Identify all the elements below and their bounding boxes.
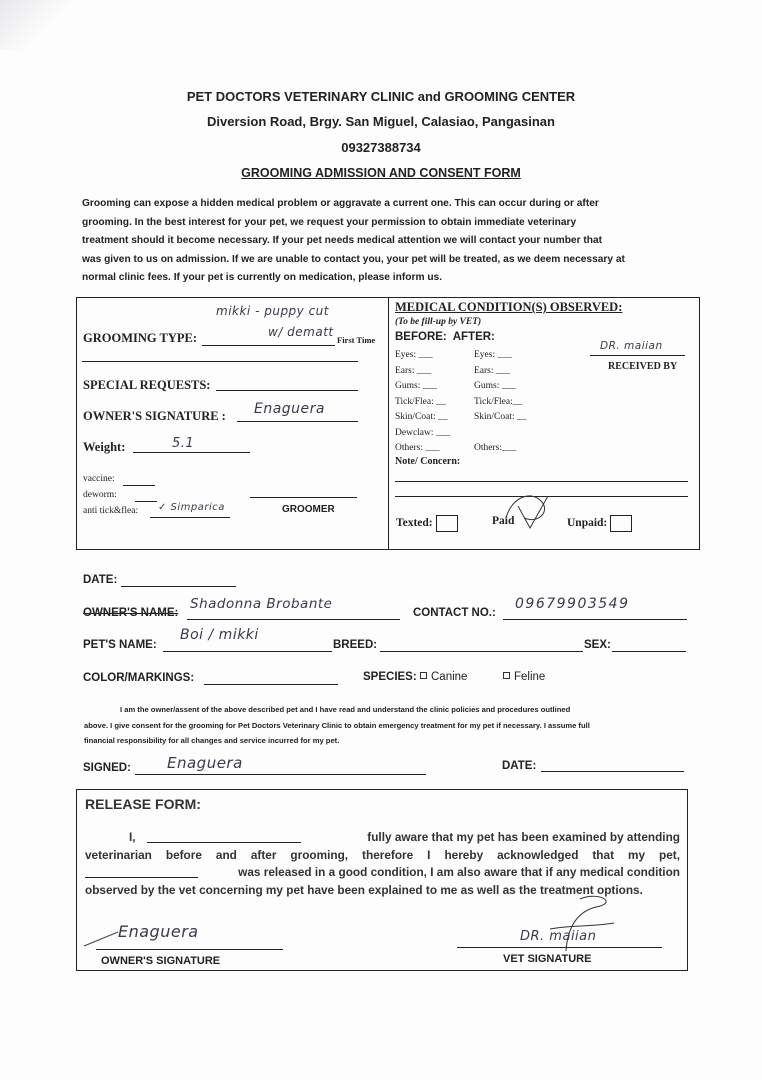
before-ears: Ears: ___ bbox=[395, 365, 432, 376]
consent-line: above. I give consent for the grooming for Pet Doctors Veterinary Clinic to obtain emergency treatment for my pet if necessary. I assume full bbox=[84, 720, 590, 730]
after-ears: Ears: ___ bbox=[474, 365, 511, 376]
owner-signature-field[interactable] bbox=[237, 421, 358, 422]
release-line-3 bbox=[85, 864, 680, 882]
medical-condition-subtitle: (To be fill-up by VET) bbox=[395, 317, 482, 327]
release-line-1-text: fully aware that my pet has been examined by attending bbox=[367, 830, 680, 844]
unpaid-label bbox=[567, 515, 632, 532]
clinic-phone: 09327388734 bbox=[341, 140, 421, 155]
page-corner-fold bbox=[0, 0, 80, 50]
paid-label: Paid bbox=[492, 515, 515, 527]
contact-field[interactable] bbox=[503, 619, 687, 620]
first-time-label: First Time bbox=[337, 335, 376, 345]
after-eyes: Eyes: ___ bbox=[474, 350, 512, 360]
breed-label: BREED: bbox=[333, 639, 378, 651]
note-concern-label: Note/ Concern: bbox=[395, 456, 461, 467]
before-eyes: Eyes: ___ bbox=[395, 350, 433, 360]
grooming-box-divider bbox=[388, 297, 389, 550]
intro-line: was given to us on admission. If we are unable to contact you, your pet will be treated, as we deem necessary at bbox=[82, 253, 625, 265]
weight-label: Weight: bbox=[83, 440, 126, 454]
release-i: I, bbox=[129, 830, 136, 844]
sex-field[interactable] bbox=[612, 651, 686, 652]
vet-signature-flourish bbox=[530, 893, 620, 953]
vaccine-field[interactable] bbox=[123, 485, 155, 486]
release-paragraph bbox=[85, 829, 680, 899]
before-after-header: BEFORE: AFTER: bbox=[395, 331, 495, 343]
canine-option[interactable] bbox=[420, 671, 467, 683]
release-line-2: veterinarian before and after grooming, therefore I hereby acknowledged that my pet, bbox=[85, 847, 680, 862]
consent-paragraph bbox=[84, 702, 689, 749]
clinic-address: Diversion Road, Brgy. San Miguel, Calasiao, Pangasinan bbox=[207, 114, 555, 129]
feline-checkbox[interactable] bbox=[503, 672, 510, 679]
medical-condition-title: MEDICAL CONDITION(S) OBSERVED: bbox=[395, 300, 623, 314]
intro-paragraph bbox=[82, 195, 688, 288]
breed-field[interactable] bbox=[380, 651, 583, 652]
owner-name-field[interactable] bbox=[187, 619, 400, 620]
texted-text: Texted: bbox=[396, 517, 433, 530]
intro-line: normal clinic fees. If your pet is currently on medication, please inform us. bbox=[82, 272, 443, 283]
intro-line: treatment should it become necessary. If your pet needs medical attention we will contact your number that bbox=[82, 235, 603, 246]
paid-check-mark bbox=[498, 488, 558, 538]
groomer-label: GROOMER bbox=[282, 504, 335, 515]
consent-date-field[interactable] bbox=[541, 771, 684, 772]
after-skin-coat: Skin/Coat: __ bbox=[474, 412, 527, 422]
owner-name-value: Shadonna Brobante bbox=[190, 596, 333, 612]
release-owner-signature-label: OWNER'S SIGNATURE bbox=[101, 955, 221, 967]
signed-value: Enaguera bbox=[167, 754, 243, 772]
before-list bbox=[395, 348, 450, 457]
consent-date-label: DATE: bbox=[502, 760, 537, 772]
release-line-3-text: was released in a good condition, I am also aware that if any medical condition bbox=[238, 865, 680, 879]
received-by-label: RECEIVED BY bbox=[608, 361, 678, 372]
release-form-title: RELEASE FORM: bbox=[85, 796, 201, 812]
signed-field[interactable] bbox=[135, 774, 426, 775]
vet-signature-value: DR. maiian bbox=[520, 929, 597, 944]
weight-field[interactable] bbox=[133, 452, 250, 453]
feline-text: Feline bbox=[514, 671, 546, 683]
before-dewclaw: Dewclaw: ___ bbox=[395, 427, 451, 438]
owner-signature-label: OWNER'S SIGNATURE : bbox=[83, 409, 226, 423]
anti-tick-label: anti tick&flea: bbox=[83, 506, 139, 516]
before-others: Others: ___ bbox=[395, 443, 440, 453]
texted-label bbox=[396, 515, 458, 532]
contact-value: 09679903549 bbox=[515, 596, 630, 612]
consent-line: I am the owner/assent of the above described pet and I have read and understand the clinic policies and procedures outlined bbox=[120, 705, 571, 714]
grooming-type-value-2: w/ dematt bbox=[268, 325, 334, 339]
release-owner-blank[interactable] bbox=[147, 842, 301, 843]
vet-signature-field[interactable] bbox=[457, 947, 662, 948]
canine-checkbox[interactable] bbox=[420, 672, 427, 679]
weight-value: 5.1 bbox=[172, 436, 195, 451]
after-tick-flea: Tick/Flea:__ bbox=[474, 396, 523, 407]
species-label: SPECIES: bbox=[363, 671, 417, 683]
form-title: GROOMING ADMISSION AND CONSENT FORM bbox=[241, 166, 521, 180]
canine-text: Canine bbox=[431, 671, 468, 683]
grooming-type-label: GROOMING TYPE: bbox=[83, 331, 198, 345]
intro-line: grooming. In the best interest for your pet, we request your permission to obtain immediate veterinary bbox=[82, 216, 577, 228]
received-by-value: DR. maiian bbox=[600, 340, 663, 352]
before-skin-coat: Skin/Coat: __ bbox=[395, 412, 448, 422]
date-field[interactable] bbox=[121, 586, 236, 587]
consent-line: financial responsibility for all changes and service incurred for my pet. bbox=[84, 736, 340, 745]
color-markings-label: COLOR/MARKINGS: bbox=[83, 672, 195, 684]
before-gums: Gums: ___ bbox=[395, 381, 437, 391]
unpaid-checkbox[interactable] bbox=[610, 515, 632, 532]
clinic-name: PET DOCTORS VETERINARY CLINIC and GROOMING CENTER bbox=[186, 89, 576, 104]
groomer-signature-field[interactable] bbox=[250, 497, 357, 498]
grooming-type-field-2[interactable] bbox=[82, 361, 358, 362]
note-line-1[interactable] bbox=[395, 481, 688, 482]
color-markings-field[interactable] bbox=[204, 684, 338, 685]
anti-tick-value: ✓ Simparica bbox=[158, 502, 225, 513]
vaccine-label: vaccine: bbox=[83, 474, 115, 484]
deworm-label: deworm: bbox=[83, 490, 117, 500]
after-gums: Gums: ___ bbox=[474, 381, 516, 391]
release-line-4: observed by the vet concerning my pet have been explained to me as well as the treatment options. bbox=[85, 882, 643, 897]
after-spacer bbox=[474, 426, 527, 442]
grooming-type-value-1: mikki - puppy cut bbox=[216, 304, 329, 318]
release-pet-blank[interactable] bbox=[85, 877, 198, 878]
signature-stroke bbox=[82, 928, 122, 948]
sex-label: SEX: bbox=[584, 639, 611, 651]
pet-name-field[interactable] bbox=[163, 651, 332, 652]
pet-name-value: Boi / mikki bbox=[180, 627, 259, 643]
owner-name-label: OWNER'S NAME: bbox=[83, 607, 179, 619]
after-others: Others:___ bbox=[474, 443, 517, 453]
intro-line: Grooming can expose a hidden medical problem or aggravate a current one. This can occur during or after bbox=[82, 198, 599, 209]
release-owner-signature-value: Enaguera bbox=[118, 922, 199, 941]
texted-checkbox[interactable] bbox=[436, 515, 458, 532]
release-owner-signature-field[interactable] bbox=[96, 949, 283, 950]
unpaid-text: Unpaid: bbox=[567, 517, 608, 530]
before-tick-flea: Tick/Flea: __ bbox=[395, 396, 446, 407]
release-line-1 bbox=[85, 829, 680, 847]
pet-name-label: PET'S NAME: bbox=[83, 639, 157, 651]
signed-label: SIGNED: bbox=[83, 762, 131, 774]
deworm-field[interactable] bbox=[135, 501, 157, 502]
owner-signature-value: Enaguera bbox=[254, 401, 326, 417]
after-list bbox=[474, 348, 527, 457]
feline-option[interactable] bbox=[503, 671, 545, 683]
vet-signature-label: VET SIGNATURE bbox=[503, 953, 592, 965]
anti-tick-field[interactable] bbox=[150, 517, 230, 518]
received-by-field[interactable] bbox=[590, 355, 685, 356]
special-requests-label: SPECIAL REQUESTS: bbox=[83, 378, 211, 392]
contact-label: CONTACT NO.: bbox=[413, 607, 496, 619]
date-label: DATE: bbox=[83, 574, 118, 586]
grooming-type-field[interactable] bbox=[202, 345, 335, 346]
special-requests-field[interactable] bbox=[216, 390, 358, 391]
